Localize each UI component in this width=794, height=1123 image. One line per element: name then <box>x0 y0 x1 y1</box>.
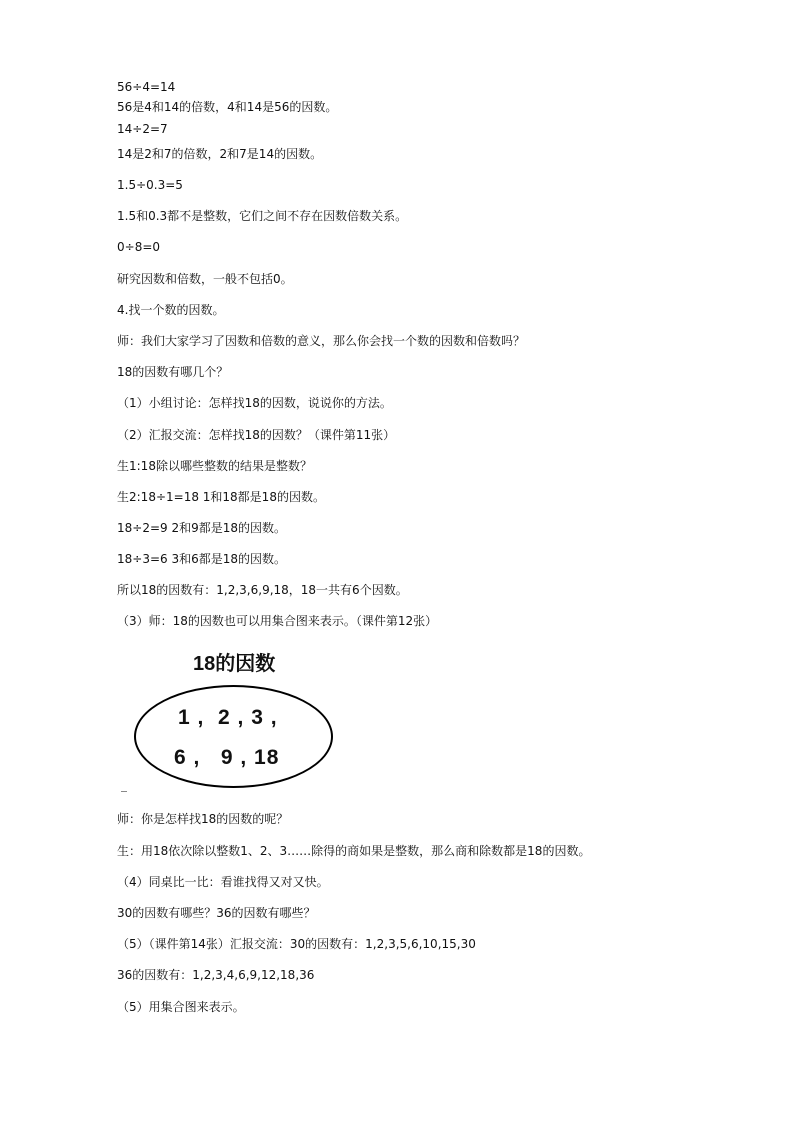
section-heading: 4.找一个数的因数。 <box>117 303 225 317</box>
text-line-4: 14是2和7的倍数，2和7是14的因数。 <box>117 147 323 161</box>
text-line-1: 56÷4=14 <box>117 80 176 94</box>
text-line-11: 18的因数有哪几个？ <box>117 365 229 379</box>
text-line-8: 研究因数和倍数，一般不包括0。 <box>117 272 293 286</box>
text-line-18: 所以18的因数有：1,2,3,6,9,18，18一共有6个因数。 <box>117 583 408 597</box>
text-line-7: 0÷8=0 <box>117 240 161 254</box>
text-line-5: 1.5÷0.3=5 <box>117 178 183 192</box>
set-diagram-title: 18的因数 <box>193 653 276 675</box>
text-line-20: 师：你是怎样找18的因数的呢？ <box>117 812 289 826</box>
text-line-3: 14÷2=7 <box>117 122 168 136</box>
text-line-25: 36的因数有：1,2,3,4,6,9,12,18,36 <box>117 968 315 982</box>
set-elements-row-1: 1 , 2 , 3 , <box>178 706 278 729</box>
text-line-17: 18÷3=6 3和6都是18的因数。 <box>117 552 287 566</box>
text-line-13: （2）汇报交流：怎样找18的因数？（课件第11张） <box>117 428 396 442</box>
text-line-22: （4）同桌比一比：看谁找得又对又快。 <box>117 875 329 889</box>
text-line-16: 18÷2=9 2和9都是18的因数。 <box>117 521 287 535</box>
text-line-24: （5）（课件第14张）汇报交流：30的因数有：1,2,3,5,6,10,15,30 <box>117 937 476 951</box>
text-line-15: 生2:18÷1=18 1和18都是18的因数。 <box>117 490 325 504</box>
text-line-12: （1）小组讨论：怎样找18的因数，说说你的方法。 <box>117 396 392 410</box>
set-elements-row-2: 6 , 9 , 18 <box>174 746 280 769</box>
paragraph-mark <box>121 791 127 792</box>
text-line-21: 生：用18依次除以整数1、2、3……除得的商如果是整数，那么商和除数都是18的因数。 <box>117 844 591 858</box>
text-line-26: （5）用集合图来表示。 <box>117 1000 245 1014</box>
text-line-19: （3）师：18的因数也可以用集合图来表示。（课件第12张） <box>117 614 438 628</box>
set-ellipse <box>134 685 333 788</box>
text-line-10: 师：我们大家学习了因数和倍数的意义，那么你会找一个数的因数和倍数吗？ <box>117 334 526 348</box>
text-line-6: 1.5和0.3都不是整数，它们之间不存在因数倍数关系。 <box>117 209 408 223</box>
text-line-14: 生1:18除以哪些整数的结果是整数？ <box>117 459 312 473</box>
text-line-2: 56是4和14的倍数，4和14是56的因数。 <box>117 100 338 114</box>
text-line-23: 30的因数有哪些？36的因数有哪些？ <box>117 906 316 920</box>
